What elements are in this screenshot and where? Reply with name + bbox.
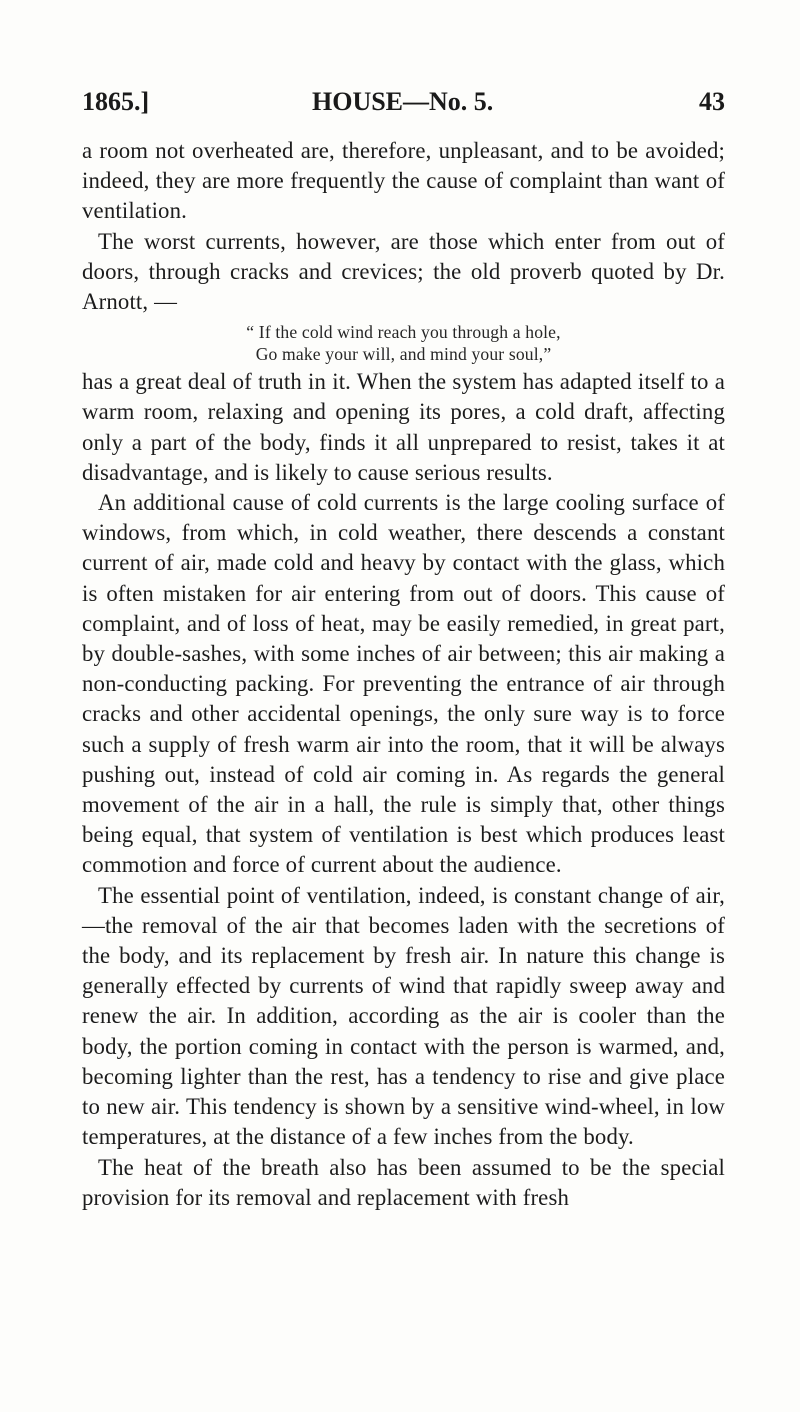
paragraph-continued: a room not overheated are, therefore, unpleasant, and to be avoided; indeed, they are more frequently the cause of complaint than want of ventilation. xyxy=(82,138,725,224)
paragraph-breath: The heat of the breath also has been assumed to be the special provision for its removal and replacement with fresh xyxy=(82,1154,725,1210)
quote-line-2: Go make your will, and mind your soul,” xyxy=(255,344,552,365)
header-year: 1865.] xyxy=(82,87,150,116)
paragraph-truth: has a great deal of truth in it. When the system has adapted itself to a warm room, relaxing and opening its pores, a cold draft, affecting only a part of the body, finds it all unprepared to resist, takes it at disadvantage, and is likely to cause serious results. xyxy=(82,369,725,485)
header-title: HOUSE—No. 5. xyxy=(312,87,494,116)
body-text xyxy=(82,136,725,1213)
running-header xyxy=(82,82,725,122)
proverb-quote xyxy=(82,321,725,365)
paragraph-worst-currents: The worst currents, however, are those which enter from out of doors, through cracks and crevices; the old proverb quoted by Dr. Arnott, — xyxy=(82,228,725,315)
quote-line-1: “ If the cold wind reach you through a hole, xyxy=(246,322,561,343)
paragraph-essential-point: The essential point of ventilation, indeed, is constant change of air,—the removal of the air that becomes laden with the secretions of the body, and its replacement by fresh air. In nature this change is generally effected by currents of wind that rapidly sweep away and renew the air. In addition, according as the air is cooler than the body, the portion coming in contact with the person is warmed, and, becoming lighter than the rest, has a tendency to rise and give place to new air. This tendency is shown by a sensitive wind-wheel, in low temperatures, at the distance of a few inches from the body. xyxy=(82,882,725,1150)
paragraph-windows: An additional cause of cold currents is the large cooling surface of windows, from which, in cold weather, there descends a constant current of air, made cold and heavy by contact with the glass, which is often mistaken for air entering from out of doors. This cause of complaint, and of loss of heat, may be easily remedied, in great part, by double-sashes, with some inches of air between; this air making a non-conducting packing. For preventing the entrance of air through cracks and other accidental openings, the only sure way is to force such a supply of fresh warm air into the room, that it will be always pushing out, instead of cold air coming in. As regards the general movement of the air in a hall, the rule is simply that, other things being equal, that system of ventilation is best which produces least commotion and force of current about the audience. xyxy=(82,490,725,878)
page-number: 43 xyxy=(699,87,725,116)
